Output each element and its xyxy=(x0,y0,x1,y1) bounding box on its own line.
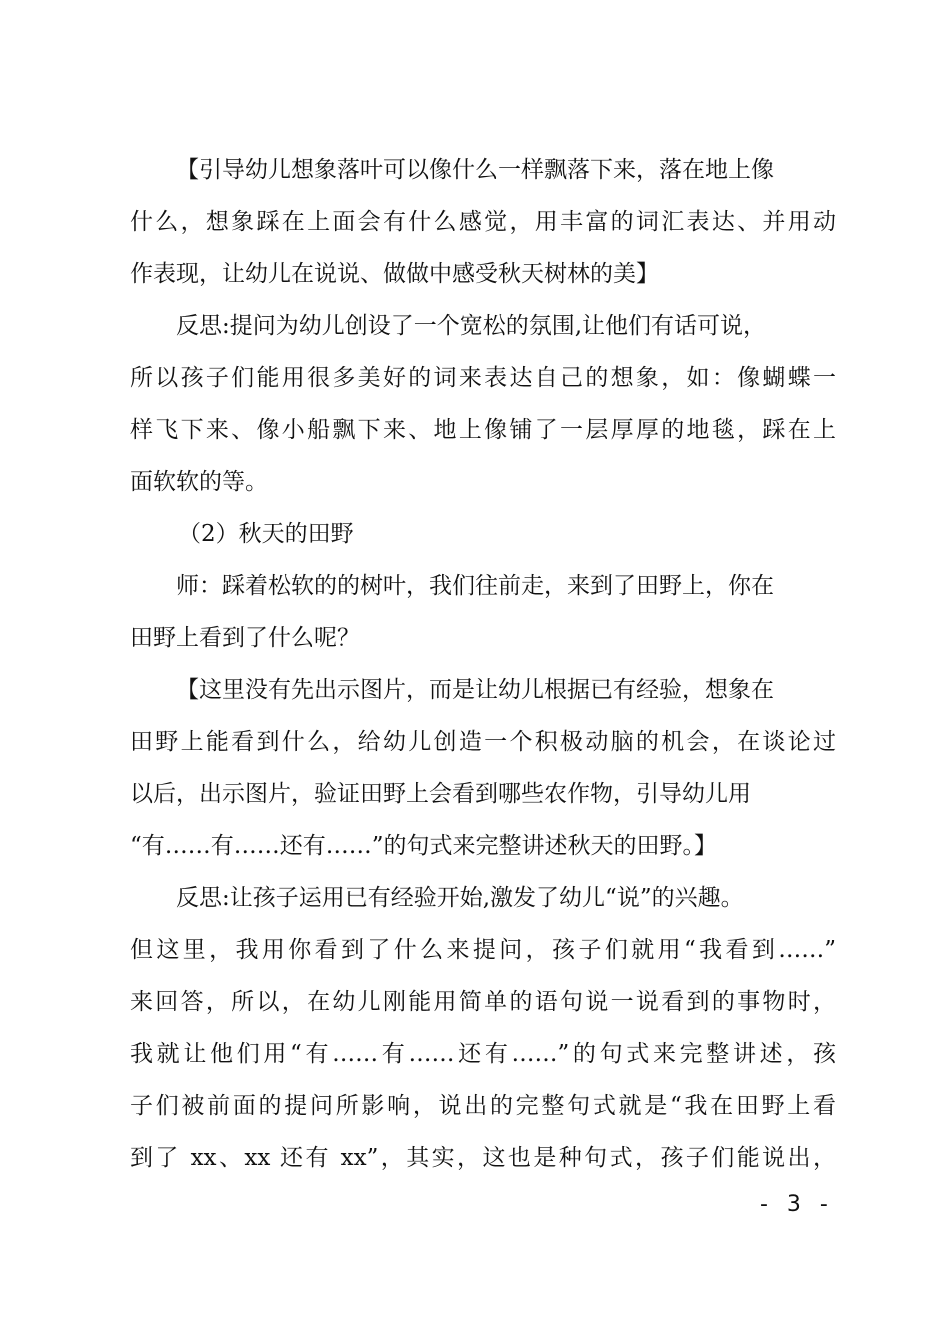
paragraph-line: 反思:提问为幼儿创设了一个宽松的氛围,让他们有话可说， xyxy=(176,313,767,339)
paragraph-line: 师：踩着松软的的树叶，我们往前走，来到了田野上，你在 xyxy=(176,573,774,599)
paragraph-line: 【引导幼儿想象落叶可以像什么一样飘落下来，落在地上像 xyxy=(176,157,774,183)
paragraph-line: 反思:让孩子运用已有经验开始,激发了幼儿“说”的兴趣。 xyxy=(176,885,744,911)
paragraph-line: 田野上能看到什么，给幼儿创造一个积极动脑的机会，在谈论过 xyxy=(130,729,836,755)
paragraph-line: “有……有……还有……”的句式来完整讲述秋天的田野。】 xyxy=(130,833,718,859)
paragraph-line: 以后，出示图片，验证田野上会看到哪些农作物，引导幼儿用 xyxy=(130,781,751,807)
paragraph-line: 作表现，让幼儿在说说、做做中感受秋天树林的美】 xyxy=(130,261,659,287)
paragraph-line: 什么，想象踩在上面会有什么感觉，用丰富的词汇表达、并用动 xyxy=(130,209,836,235)
paragraph-line: 到了 xx、xx 还有 xx”，其实，这也是种句式，孩子们能说出， xyxy=(130,1145,836,1171)
paragraph-line: 但这里，我用你看到了什么来提问，孩子们就用“我看到……” xyxy=(130,937,836,963)
document-body xyxy=(130,144,836,1184)
paragraph-line: 我就让他们用“有……有……还有……”的句式来完整讲述，孩 xyxy=(130,1041,836,1067)
page-number: - 3 - xyxy=(760,1192,834,1217)
section-heading: （2）秋天的田野 xyxy=(178,521,354,547)
paragraph-line: 来回答，所以，在幼儿刚能用简单的语句说一说看到的事物时， xyxy=(130,989,836,1015)
paragraph-line: 所以孩子们能用很多美好的词来表达自己的想象，如：像蝴蝶一 xyxy=(130,365,836,391)
paragraph-line: 面软软的等。 xyxy=(130,469,268,495)
paragraph-line: 【这里没有先出示图片，而是让幼儿根据已有经验，想象在 xyxy=(176,677,774,703)
paragraph-line: 田野上看到了什么呢？ xyxy=(130,625,360,651)
paragraph-line: 样飞下来、像小船飘下来、地上像铺了一层厚厚的地毯，踩在上 xyxy=(130,417,836,443)
paragraph-line: 子们被前面的提问所影响，说出的完整句式就是“我在田野上看 xyxy=(130,1093,836,1119)
